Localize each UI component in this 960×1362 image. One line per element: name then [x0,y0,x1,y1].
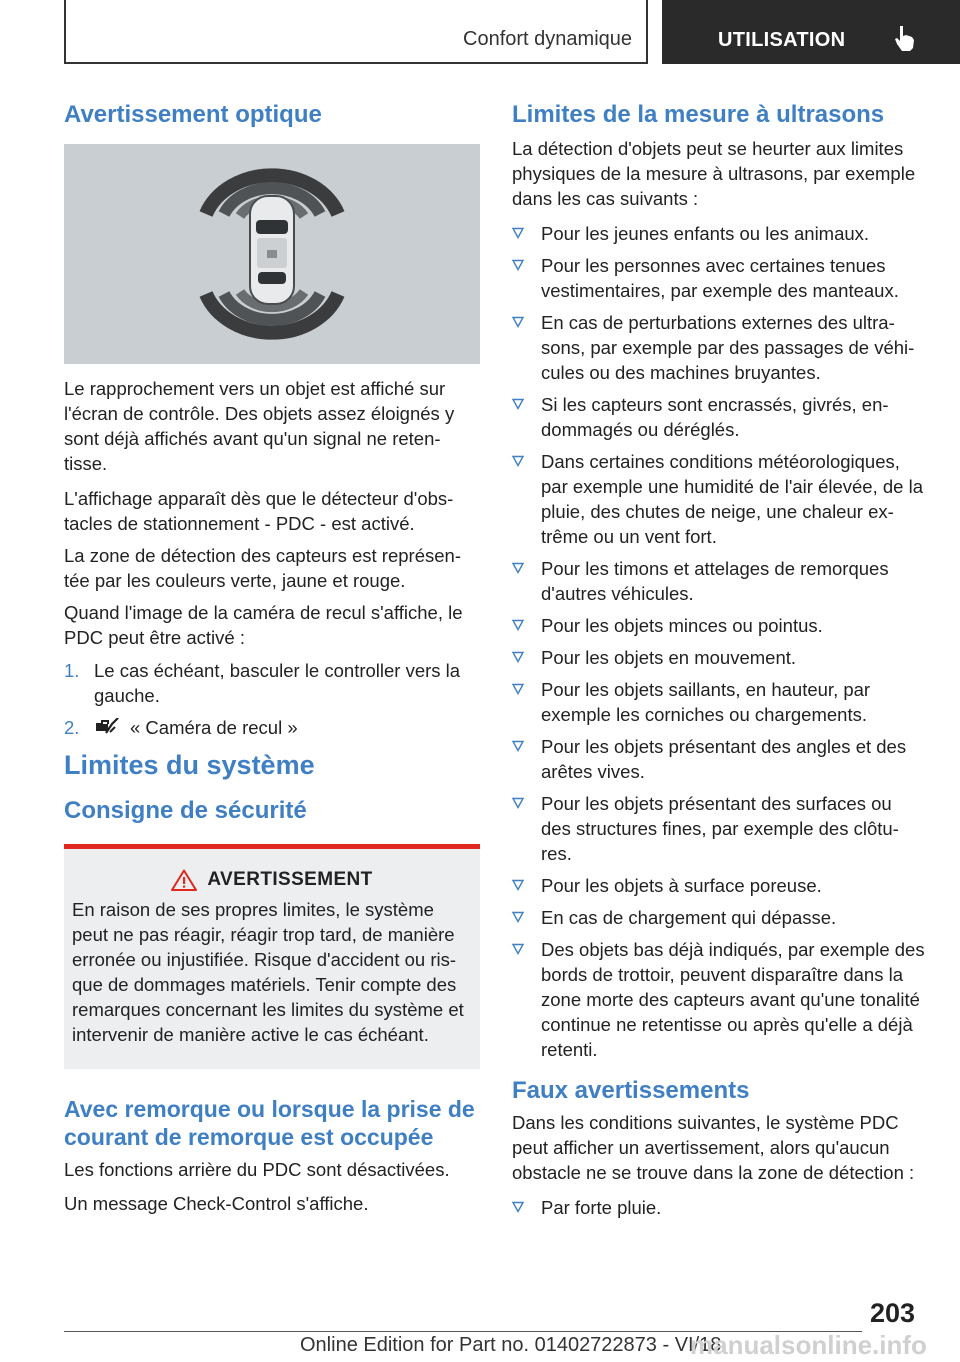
paragraph-rear-disabled: Les fonctions arrière du PDC sont désactivées. [64,1159,450,1180]
tab-label: UTILISATION [718,29,846,51]
hand-pointer-icon [894,24,916,52]
triangle-bullet-icon [512,398,524,410]
triangle-bullet-icon [512,911,524,923]
header-section-box [64,0,648,64]
list-item [512,253,926,303]
triangle-bullet-icon [512,259,524,271]
list-item [512,873,926,898]
steps-list [64,658,480,740]
car-parking-sensor-figure [64,144,480,364]
list-item-text: Pour les objets à surface poreuse. [541,875,822,896]
right-column [512,100,926,1227]
paragraph-ultrasonic-intro: La détection d'objets peut se heurter aux limites physiques de la mesure à ultrasons, par exemple dans les cas suivants : [512,138,916,209]
list-item-text: Des objets bas déjà indiqués, par exemple des bords de trottoir, peuvent disparaître dans la zone morte des capteurs avant qu'une tonalité continue ne retentisse ou après qu'elle a déjà retenti. [541,939,925,1060]
list-item-text: Pour les jeunes enfants ou les animaux. [541,223,870,244]
list-item-text: En cas de chargement qui dépasse. [541,907,837,928]
limits-list [512,221,926,1062]
list-item [512,1195,926,1220]
triangle-bullet-icon [512,619,524,631]
list-item [512,449,926,549]
step-text: « Caméra de recul » [130,717,298,738]
rear-camera-icon [94,718,120,736]
step-number: 1. [64,660,80,681]
list-item [64,715,480,740]
triangle-bullet-icon [512,227,524,239]
list-item-text: Par forte pluie. [541,1197,662,1218]
list-item-text: Pour les objets saillants, en hauteur, par exemple les corniches ou chargements. [541,679,871,725]
list-item-text: Si les capteurs sont encrassés, givrés, en-dommagés ou déréglés. [541,394,889,440]
triangle-bullet-icon [512,683,524,695]
list-item [512,937,926,1062]
heading-trailer: Avec remorque ou lorsque la prise de courant de remorque est occupée [64,1096,475,1150]
left-column [64,100,480,1216]
paragraph-false-intro: Dans les conditions suivantes, le système PDC peut afficher un avertissement, alors qu'aucun obstacle ne se trouve dans la zone de détection : [512,1112,915,1183]
list-item [512,392,926,442]
list-item [512,310,926,385]
list-item-text: Pour les objets présentant des angles et des arêtes vives. [541,736,907,782]
edition-text: Online Edition for Part no. 01402722873 - VI/18 [300,1334,722,1356]
list-item-text: Pour les objets minces ou pointus. [541,615,823,636]
list-item-text: En cas de perturbations externes des ultra-sons, par exemple par des passages de véhi-cules ou des machines bruyantes. [541,312,915,383]
triangle-bullet-icon [512,879,524,891]
paragraph-approach: Le rapprochement vers un objet est affiché sur l'écran de contrôle. Des objets assez éloignés y sont déjà affichés avant qu'un signal ne reten-tisse. [64,378,455,474]
list-item [512,905,926,930]
heading-safety-note: Consigne de sécurité [64,797,307,824]
warning-text: En raison de ses propres limites, le système peut ne pas réagir, réagir trop tard, de manière erronée ou injustifiée. Risque d'accident ou ris-que de dommages matériels. Tenir compte des remarques concernant les limites du système et intervenir de manière active le cas échéant. [72,899,464,1045]
heading-optical-warning: Avertissement optique [64,101,322,128]
list-item-text: Pour les personnes avec certaines tenues vestimentaires, par exemple des manteaux. [541,255,899,301]
paragraph-detection-zone: La zone de détection des capteurs est représen-tée par les couleurs verte, jaune et rouge. [64,545,461,591]
triangle-bullet-icon [512,943,524,955]
list-item-text: Pour les objets présentant des surfaces ou des structures fines, par exemple des clôtu-res. [541,793,899,864]
header-tab [662,0,960,64]
list-item [512,645,926,670]
triangle-bullet-icon [512,740,524,752]
triangle-bullet-icon [512,651,524,663]
list-item-text: Pour les objets en mouvement. [541,647,797,668]
list-item-text: Dans certaines conditions météorologiques, par exemple une humidité de l'air élevée, de la pluie, des chutes de neige, une chaleur ex-trême ou un vent fort. [541,451,923,547]
list-item [512,677,926,727]
triangle-bullet-icon [512,316,524,328]
warning-title: AVERTISSEMENT [207,869,373,890]
triangle-bullet-icon [512,455,524,467]
list-item [512,734,926,784]
paragraph-camera: Quand l'image de la caméra de recul s'affiche, le PDC peut être activé : [64,602,463,648]
warning-triangle-icon [171,869,197,891]
car-sensor-illustration [64,144,480,364]
triangle-bullet-icon [512,797,524,809]
triangle-bullet-icon [512,562,524,574]
heading-system-limits: Limites du système [64,750,315,780]
paragraph-check-control: Un message Check-Control s'affiche. [64,1193,369,1214]
page-number: 203 [870,1298,916,1328]
step-text: Le cas échéant, basculer le controller vers la gauche. [94,660,461,706]
paragraph-display-activation: L'affichage apparaît dès que le détecteur d'obs-tacles de stationnement - PDC - est activé. [64,488,454,534]
watermark-logo: manualsonline.info [690,1330,927,1360]
false-warnings-list [512,1195,926,1220]
list-item [512,791,926,866]
section-title: Confort dynamique [463,28,632,50]
list-item [512,221,926,246]
warning-header [72,869,472,891]
warning-box [64,844,480,1069]
list-item [512,613,926,638]
heading-false-warnings: Faux avertissements [512,1077,750,1104]
list-item [64,658,480,708]
triangle-bullet-icon [512,1201,524,1213]
heading-ultrasonic-limits: Limites de la mesure à ultrasons [512,101,885,128]
step-number: 2. [64,717,80,738]
list-item-text: Pour les timons et attelages de remorques d'autres véhicules. [541,558,889,604]
list-item [512,556,926,606]
